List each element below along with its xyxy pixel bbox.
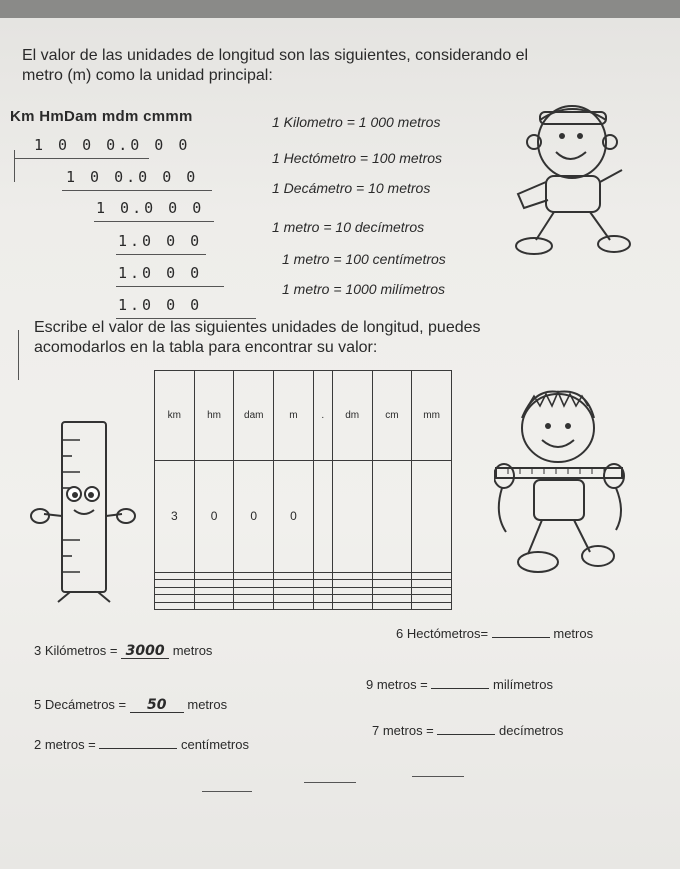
table-cell[interactable]	[313, 595, 332, 602]
table-header-row	[155, 371, 452, 461]
pencil-dash	[202, 791, 252, 792]
exercise-2-metros: 2 metros = centímetros	[34, 737, 249, 752]
table-cell[interactable]: 0	[194, 460, 234, 572]
table-row	[155, 580, 452, 587]
table-row	[155, 572, 452, 579]
table-cell[interactable]: 3	[155, 460, 195, 572]
table-cell[interactable]	[274, 587, 314, 594]
table-cell[interactable]	[194, 587, 234, 594]
table-cell[interactable]	[234, 587, 274, 594]
header-km: km	[155, 371, 195, 461]
table-cell[interactable]	[332, 572, 372, 579]
table-cell[interactable]	[332, 580, 372, 587]
boy-with-measuring-tape-illustration	[494, 384, 644, 584]
exercise-6-hectometros: 6 Hectómetros= metros	[396, 626, 594, 641]
header-dam: dam	[234, 371, 274, 461]
number-row-cm: 1.0 0 0	[118, 264, 203, 282]
table-cell[interactable]	[274, 572, 314, 579]
table-cell[interactable]	[313, 572, 332, 579]
unit-conversion-table	[154, 370, 452, 610]
table-cell[interactable]: 0	[274, 460, 314, 572]
table-cell[interactable]	[372, 460, 412, 572]
header-mm: mm	[412, 371, 452, 461]
underline	[116, 254, 206, 255]
table-cell[interactable]: 0	[234, 460, 274, 572]
number-row-mm: 1.0 0 0	[118, 296, 203, 314]
answer-field-6-hectometros[interactable]	[492, 637, 550, 638]
table-row	[155, 602, 452, 609]
table-row	[155, 460, 452, 572]
table-cell[interactable]	[372, 587, 412, 594]
table-cell[interactable]	[155, 572, 195, 579]
number-row-km: 1 0 0 0.0 0 0	[34, 136, 191, 154]
table-cell[interactable]	[194, 580, 234, 587]
boy-with-headband-illustration	[510, 90, 640, 270]
answer-field-9-metros[interactable]	[431, 688, 489, 689]
equivalence-dm: 1 metro = 10 decímetros	[272, 219, 425, 235]
table-cell[interactable]	[412, 587, 452, 594]
header-dm: dm	[332, 371, 372, 461]
table-cell[interactable]	[372, 595, 412, 602]
table-cell[interactable]	[313, 587, 332, 594]
header-decimal-point: .	[313, 371, 332, 461]
table-cell[interactable]	[155, 595, 195, 602]
table-cell[interactable]	[372, 572, 412, 579]
table-cell[interactable]	[274, 595, 314, 602]
table-row	[155, 595, 452, 602]
instruction-line-2: acomodarlos en la tabla para encontrar su valor:	[34, 339, 378, 356]
number-row-dam: 1 0.0 0 0	[96, 199, 205, 217]
table-cell[interactable]	[372, 580, 412, 587]
table-cell[interactable]	[155, 587, 195, 594]
intro-line-2: metro (m) como la unidad principal:	[22, 67, 273, 84]
answer-field-5-decametros[interactable]: 50	[130, 698, 184, 713]
table-cell[interactable]	[332, 602, 372, 609]
table-cell[interactable]	[155, 580, 195, 587]
margin-rule	[18, 330, 19, 380]
underline	[94, 221, 214, 222]
table-cell[interactable]	[313, 460, 332, 572]
answer-field-7-metros[interactable]	[437, 734, 495, 735]
equivalence-cm: 1 metro = 100 centímetros	[282, 251, 446, 267]
table-cell[interactable]	[313, 580, 332, 587]
table-cell[interactable]	[234, 602, 274, 609]
exercise-3-kilometros: 3 Kilómetros = 3000 metros	[34, 643, 213, 659]
intro-line-1: El valor de las unidades de longitud son las siguientes, considerando el	[22, 47, 529, 64]
answer-field-2-metros[interactable]	[99, 748, 177, 749]
table-cell[interactable]	[234, 572, 274, 579]
underline	[14, 158, 149, 159]
table-cell[interactable]	[274, 602, 314, 609]
table-cell[interactable]	[274, 580, 314, 587]
number-row-hm: 1 0 0.0 0 0	[66, 168, 199, 186]
table-cell[interactable]	[313, 602, 332, 609]
underline	[62, 190, 212, 191]
units-header: Km HmDam mdm cmmm	[10, 108, 193, 125]
table-cell[interactable]	[412, 595, 452, 602]
table-cell[interactable]	[332, 595, 372, 602]
vertical-rule	[14, 150, 15, 182]
header-m: m	[274, 371, 314, 461]
ruler-character-illustration	[30, 420, 140, 610]
table-cell[interactable]	[412, 602, 452, 609]
pencil-dash	[412, 776, 464, 777]
equivalence-hm: 1 Hectómetro = 100 metros	[272, 150, 443, 166]
table-cell[interactable]	[234, 580, 274, 587]
equivalence-mm: 1 metro = 1000 milímetros	[282, 281, 446, 297]
table-cell[interactable]	[194, 602, 234, 609]
table-cell[interactable]	[332, 460, 372, 572]
exercise-5-decametros: 5 Decámetros = 50 metros	[34, 697, 228, 713]
header-hm: hm	[194, 371, 234, 461]
table-cell[interactable]	[412, 460, 452, 572]
table-cell[interactable]	[412, 572, 452, 579]
number-row-dm: 1.0 0 0	[118, 232, 203, 250]
table-row	[155, 587, 452, 594]
table-cell[interactable]	[155, 602, 195, 609]
equivalence-dam: 1 Decámetro = 10 metros	[272, 180, 431, 196]
table-cell[interactable]	[412, 580, 452, 587]
exercise-7-metros: 7 metros = decímetros	[372, 723, 564, 738]
instruction-line-1: Escribe el valor de las siguientes unidades de longitud, puedes	[34, 319, 481, 336]
table-cell[interactable]	[194, 572, 234, 579]
table-cell[interactable]	[234, 595, 274, 602]
pencil-dash	[304, 782, 356, 783]
top-edge-shadow	[0, 0, 680, 18]
underline	[116, 286, 224, 287]
table-cell[interactable]	[372, 602, 412, 609]
exercise-9-metros: 9 metros = milímetros	[366, 677, 553, 692]
table-cell[interactable]	[332, 587, 372, 594]
equivalence-km: 1 Kilometro = 1 000 metros	[272, 114, 441, 130]
table-cell[interactable]	[194, 595, 234, 602]
answer-field-3-kilometros[interactable]: 3000	[121, 644, 169, 659]
header-cm: cm	[372, 371, 412, 461]
